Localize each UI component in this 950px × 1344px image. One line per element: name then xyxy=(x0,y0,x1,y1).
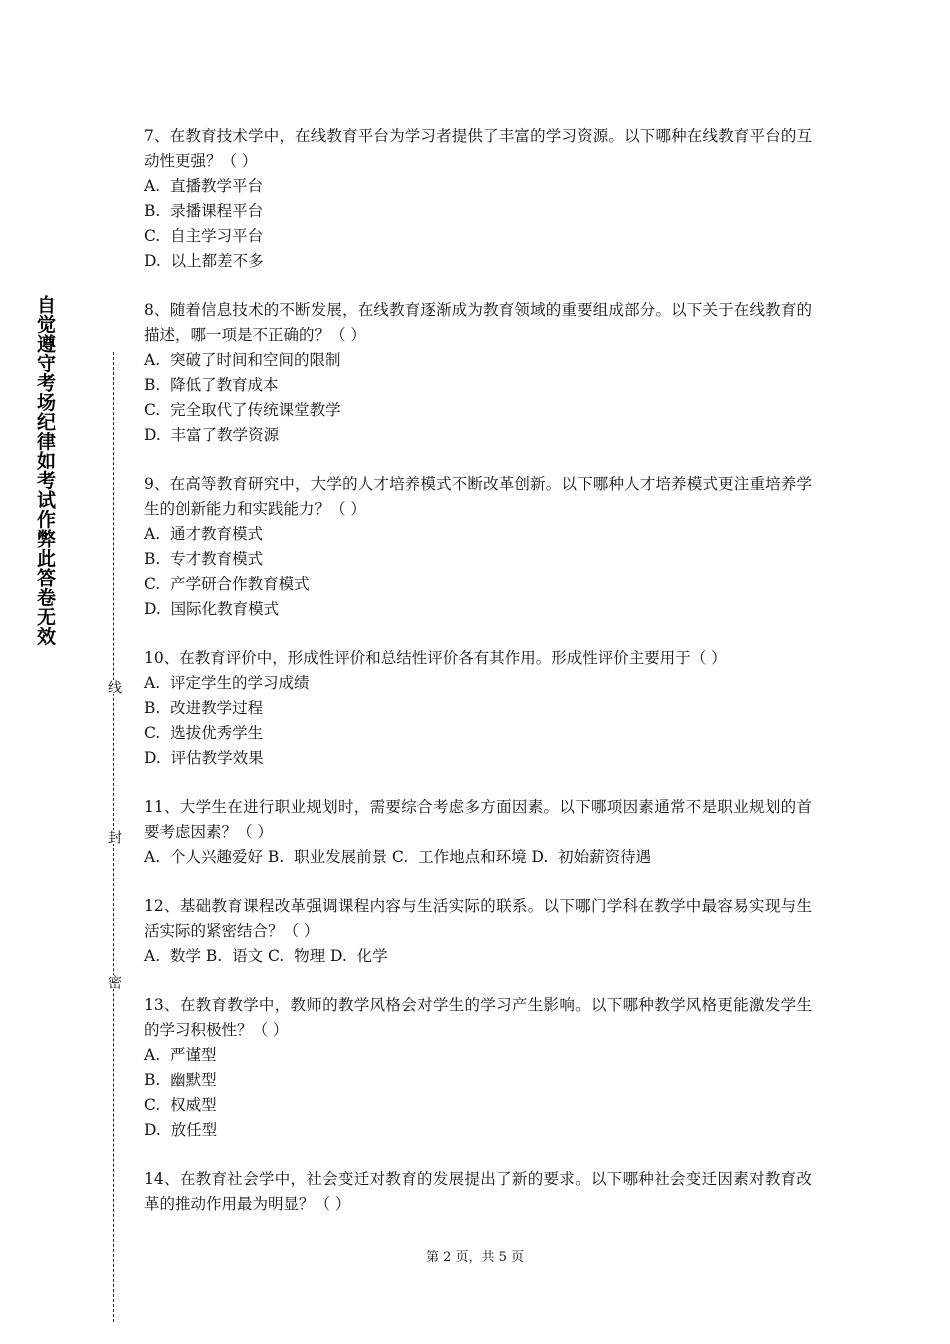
option-a: A. 评定学生的学习成绩 xyxy=(144,674,310,692)
option-a: A. 通才教育模式 xyxy=(144,525,263,543)
question-stem: 12、基础教育课程改革强调课程内容与生活实际的联系。以下哪门学科在教学中最容易实现与生活实际的紧密结合？（ ） xyxy=(144,897,812,940)
options-inline: A. 个人兴趣爱好 B. 职业发展前景 C. 工作地点和环境 D. 初始薪资待遇 xyxy=(144,848,652,866)
question-stem: 10、在教育评价中，形成性评价和总结性评价各有其作用。形成性评价主要用于（ ） xyxy=(144,649,727,667)
option-d: D. 国际化教育模式 xyxy=(144,600,280,618)
option-d: D. 以上都差不多 xyxy=(144,252,264,270)
option-c: C. 选拔优秀学生 xyxy=(144,724,264,742)
cut-label-seal: 封 xyxy=(106,830,122,844)
question-stem: 11、大学生在进行职业规划时，需要综合考虑多方面因素。以下哪项因素通常不是职业规划的首要考虑因素？（ ） xyxy=(144,798,812,841)
page-number: 第 2 页，共 5 页 xyxy=(425,1250,525,1265)
question-9 xyxy=(144,472,812,622)
question-list xyxy=(144,124,812,1217)
exam-discipline-notice: 自觉遵守考场纪律如考试作弊此答卷无效 xyxy=(34,295,56,646)
option-d: D. 放任型 xyxy=(144,1121,218,1139)
question-stem: 14、在教育社会学中，社会变迁对教育的发展提出了新的要求。以下哪种社会变迁因素对教育改革的推动作用最为明显？（ ） xyxy=(144,1170,812,1213)
question-stem: 8、随着信息技术的不断发展，在线教育逐渐成为教育领域的重要组成部分。以下关于在线教育的描述，哪一项是不正确的？（ ） xyxy=(144,301,812,344)
question-stem: 7、在教育技术学中，在线教育平台为学习者提供了丰富的学习资源。以下哪种在线教育平台的互动性更强？（ ） xyxy=(144,127,812,170)
option-d: D. 丰富了教学资源 xyxy=(144,426,280,444)
question-8 xyxy=(144,298,812,448)
option-d: D. 评估教学效果 xyxy=(144,749,264,767)
option-c: C. 完全取代了传统课堂教学 xyxy=(144,401,341,419)
option-c: C. 产学研合作教育模式 xyxy=(144,575,310,593)
question-14 xyxy=(144,1167,812,1217)
question-7 xyxy=(144,124,812,274)
question-13 xyxy=(144,993,812,1143)
option-b: B. 降低了教育成本 xyxy=(144,376,279,394)
option-c: C. 权威型 xyxy=(144,1096,217,1114)
option-b: B. 改进教学过程 xyxy=(144,699,264,717)
question-12 xyxy=(144,894,812,969)
option-a: A. 突破了时间和空间的限制 xyxy=(144,351,341,369)
option-a: A. 严谨型 xyxy=(144,1046,217,1064)
question-stem: 9、在高等教育研究中，大学的人才培养模式不断改革创新。以下哪种人才培养模式更注重培养学生的创新能力和实践能力？（ ） xyxy=(144,475,812,518)
question-11 xyxy=(144,795,812,870)
question-10 xyxy=(144,646,812,771)
cut-label-line: 线 xyxy=(106,680,122,694)
option-b: B. 幽默型 xyxy=(144,1071,217,1089)
options-inline: A. 数学 B. 语文 C. 物理 D. 化学 xyxy=(144,947,388,965)
option-a: A. 直播教学平台 xyxy=(144,177,263,195)
option-b: B. 录播课程平台 xyxy=(144,202,264,220)
cut-label-secret: 密 xyxy=(106,975,122,989)
option-b: B. 专才教育模式 xyxy=(144,550,264,568)
question-stem: 13、在教育教学中，教师的教学风格会对学生的学习产生影响。以下哪种教学风格更能激发学生的学习积极性？（ ） xyxy=(144,996,812,1039)
option-c: C. 自主学习平台 xyxy=(144,227,264,245)
